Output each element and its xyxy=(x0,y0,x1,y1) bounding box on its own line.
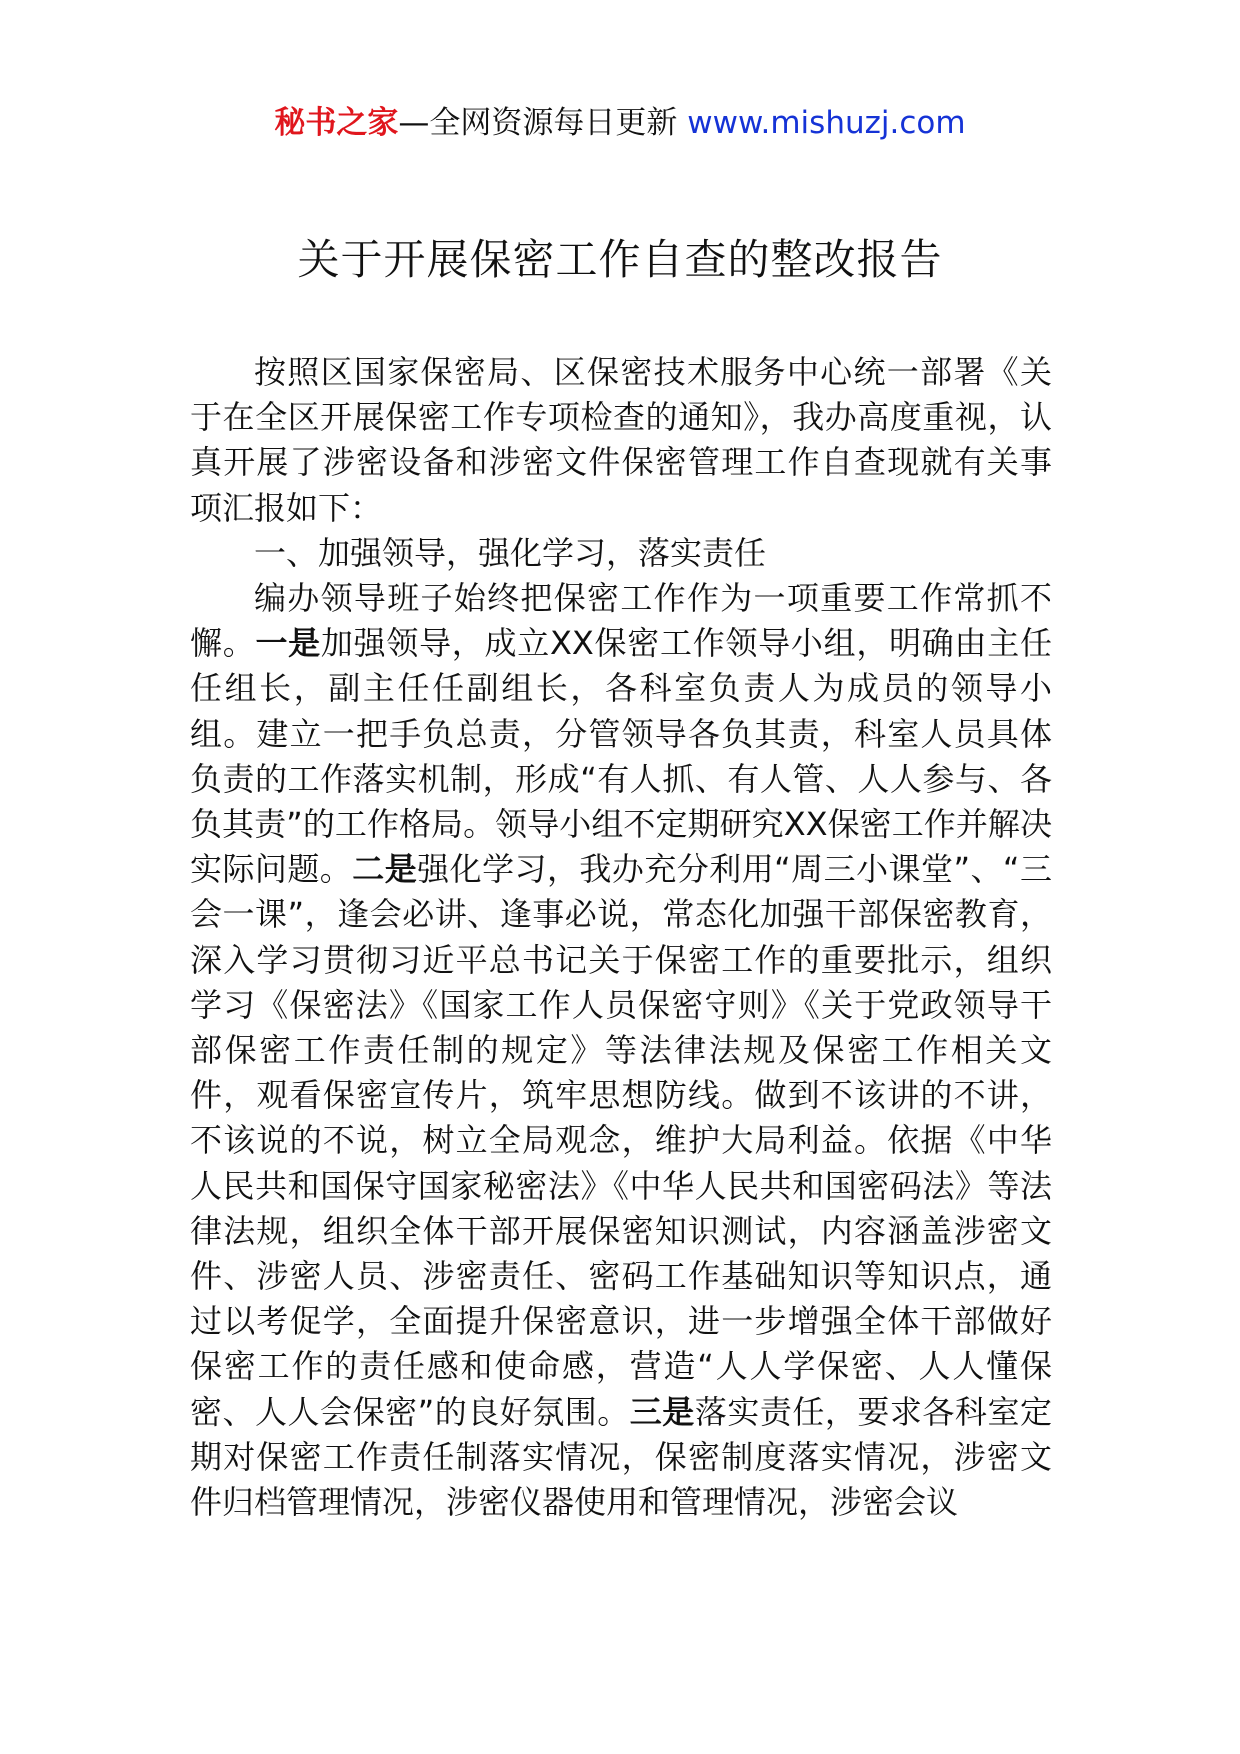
point-text: 强化学习，我办充分利用“周三小课堂”、“三会一课”，逢会必讲、逢事必说，常态化加强干部保密教育，深入学习贯彻习近平总书记关于保密工作的重要批示，组织学习《保密法》《国家工作人员保密守则》《关于党政领导干部保密工作责任制的规定》等法律法规及保密工作相关文件，观看保密宣传片，筑牢思想防线。做到不该讲的不讲，不该说的不说，树立全局观念，维护大局利益。依据《中华人民共和国保守国家秘密法》《中华人民共和国密码法》等法律法规，组织全体干部开展保密知识测试，内容涵盖涉密文件、涉密人员、涉密责任、密码工作基础知识等知识点，通过以考促学，全面提升保密意识，进一步增强全体干部做好保密工作的责任感和使命感，营造“人人学保密、人人懂保密、人人会保密”的良好氛围。 xyxy=(190,850,1052,1431)
section-paragraph xyxy=(190,576,1052,1525)
point-label: 三是 xyxy=(629,1392,695,1431)
point-text: 落实责任，要求各科室定期对保密工作责任制落实情况，保密制度落实情况，涉密文件归档管理情况，涉密仪器使用和管理情况，涉密会议 xyxy=(190,1392,1052,1522)
section-heading: 一、加强领导，强化学习，落实责任 xyxy=(254,533,767,572)
document-body xyxy=(190,350,1052,1525)
point-label: 二是 xyxy=(352,850,418,889)
section-lead: 编办领导班子始终把保密工作作为一项重要工作常抓不懈。 xyxy=(190,579,1052,663)
point-text: 加强领导，成立XX保密工作领导小组，明确由主任任组长，副主任任副组长，各科室负责人为成员的领导小组。建立一把手负总责，分管领导各负其责，科室人员具体负责的工作落实机制，形成“有人抓、有人管、人人参与、各负其责”的工作格局。领导小组不定期研究XX保密工作并解决实际问题。 xyxy=(190,624,1052,889)
document-title: 关于开展保密工作自查的整改报告 xyxy=(297,235,943,284)
intro-paragraph: 按照区国家保密局、区保密技术服务中心统一部署《关于在全区开展保密工作专项检查的通知》，我办高度重视，认真开展了涉密设备和涉密文件保密管理工作自查现就有关事项汇报如下： xyxy=(190,353,1052,527)
site-tagline: —全网资源每日更新 xyxy=(398,105,688,141)
point-label: 一是 xyxy=(255,624,321,663)
site-brand: 秘书之家 xyxy=(274,105,399,141)
site-url-link[interactable]: www.mishuzj.com xyxy=(687,105,966,141)
site-header xyxy=(0,100,1240,146)
